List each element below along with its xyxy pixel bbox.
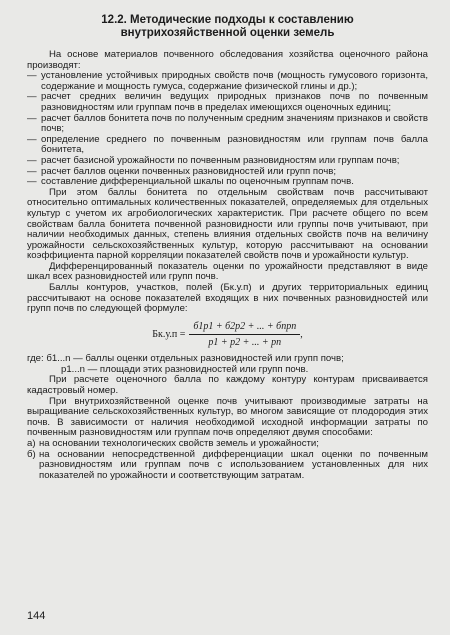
list-item: — расчет средних величин ведущих природных признаков почв по почвенным разновидностям или группам почв в пределах имеющихся оценочных единиц; xyxy=(27,91,428,113)
list-item: — составление дифференциальной шкалы по оценочным группам почв. xyxy=(27,176,354,188)
section-title xyxy=(27,14,428,40)
paragraph-4: При расчете оценочного балла по каждому контуру контурам присваивается кадастровый номер. xyxy=(27,374,428,397)
title-line-1: 12.2. Методические подходы к составлению xyxy=(101,14,354,26)
paragraph-3: Баллы контуров, участков, полей (Бк.у.п) и других территориальных единиц рассчитывают на основе показателей входящих в них почвенных разновидностей или групп почв по следующей формуле: xyxy=(27,282,428,315)
list-item: — расчет баллов бонитета почв по полученным средним значениям признаков и свойств почв; xyxy=(27,112,428,135)
title-line-2: внутрихозяйственной оценки земель xyxy=(120,27,335,39)
methods-list xyxy=(27,439,428,481)
formula-fraction xyxy=(189,321,300,348)
list-item: — определение среднего по почвенным разновидностям или группам почв балла бонитета, xyxy=(27,133,428,156)
formula-where-1: где: б1...n — баллы оценки отдельных разновидностей или групп почв; xyxy=(27,352,344,364)
page-number: 144 xyxy=(27,610,46,622)
list-item: — установление устойчивых природных свойств почв (мощность гумусового горизонта, содержание и мощность гумуса, содержание физической глины и др.); xyxy=(27,70,428,92)
list-item: — расчет базисной урожайности по почвенным разновидностям или группам почв; xyxy=(27,154,400,166)
formula-end: , xyxy=(300,328,303,340)
formula xyxy=(27,321,428,348)
procedure-list xyxy=(27,71,428,188)
paragraph-2: Дифференцированный показатель оценки по урожайности представляют в виде шкал всех разновидностей или групп почв. xyxy=(27,260,428,283)
formula-denominator: p1 + p2 + ... + pn xyxy=(208,336,282,348)
list-item: — расчет баллов оценки почвенных разновидностей или групп почв; xyxy=(27,165,336,177)
formula-where-2: p1...n — площади этих разновидностей или групп почв. xyxy=(61,363,309,375)
intro-paragraph: На основе материалов почвенного обследования хозяйства оценочного района производят: xyxy=(27,49,428,71)
paragraph-5: При внутрихозяйственной оценке почв учитывают производимые затраты на выращивание сельскохозяйственных культур, во многом зависящие от плодородия этих почв. В зависимости от наличия необходимой исходной информации затраты по почвенным разновидностям или группам почв определяют двумя способами: xyxy=(27,395,428,439)
paragraph-1: При этом баллы бонитета по отдельным свойствам почв рассчитывают относительно оптимальных количественных показателей, определяемых для отдельных культур с учетом их агробиологических характеристик. При расчете общего по всем свойствам балла бонитета почвенной разновидности или группы почв учитывают, при наличии необходимых данных, степень влияния отдельных свойств почв на величину урожайности сельскохозяйственных культур, которую рассчитывают на основании коэффициента парной корреляции показателей свойств почв и урожайности культур. xyxy=(27,186,428,262)
formula-numerator: б1p1 + б2p2 + ... + бnpn xyxy=(189,321,300,335)
formula-lhs: Бк.у.п = xyxy=(152,328,186,340)
list-item: а) на основании технологических свойств земель и урожайности; xyxy=(27,438,319,449)
list-item: б) на основании непосредственной дифференциации шкал оценки по почвенным разновидностям или группам почв с использованием установленных для них показателей по урожайности и соответствующим затратам. xyxy=(27,448,428,481)
